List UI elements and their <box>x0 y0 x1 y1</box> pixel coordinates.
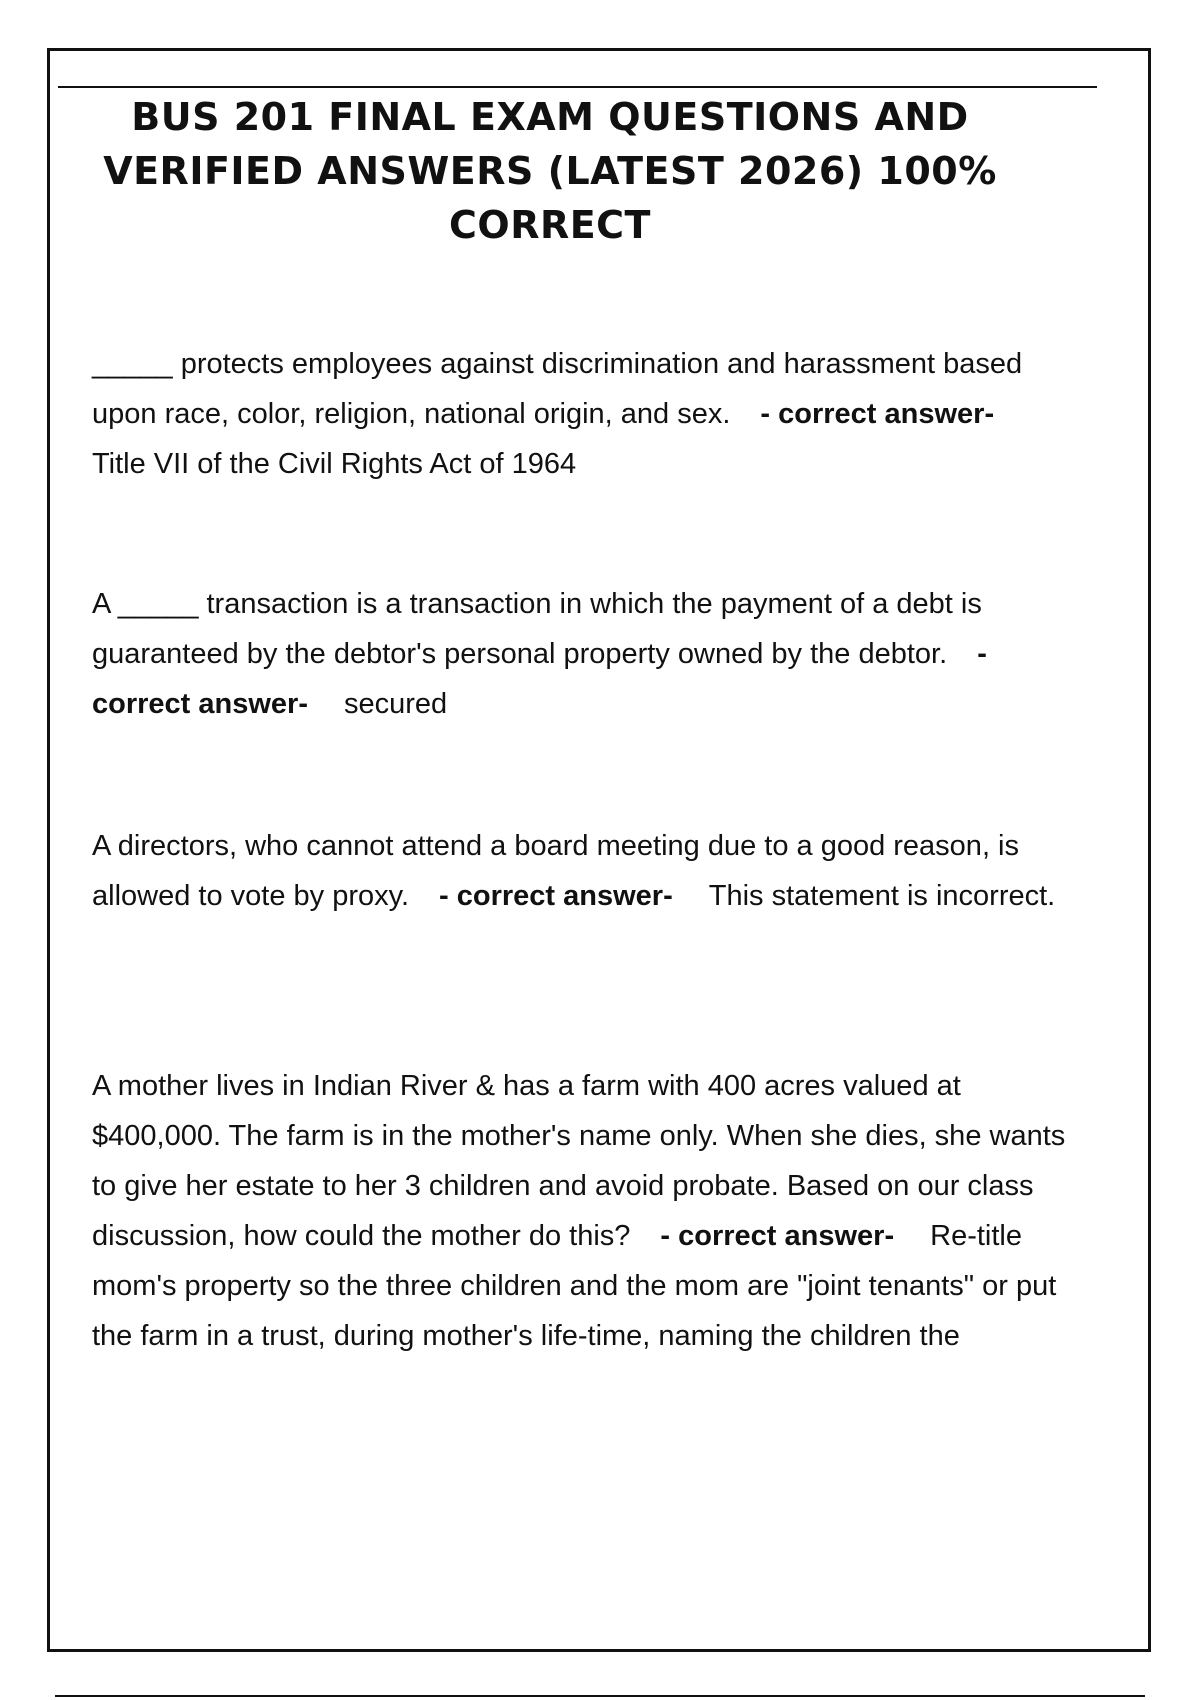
qa-item <box>92 1061 1072 1361</box>
qa-item <box>92 579 1072 729</box>
document-title: BUS 201 FINAL EXAM QUESTIONS AND VERIFIED ANSWERS (LATEST 2026) 100% CORRECT <box>103 95 997 247</box>
answer-label: - correct answer- <box>439 880 673 912</box>
question-text: A _____ transaction is a transaction in which the payment of a debt is guaranteed by the debtor's personal property owned by the debtor. <box>92 588 982 670</box>
footer-rule <box>55 1695 1145 1697</box>
answer-text: Title VII of the Civil Rights Act of 1964 <box>92 448 577 480</box>
answer-text: This statement is incorrect. <box>708 880 1056 912</box>
header-rule <box>58 86 1097 88</box>
question-text: A mother lives in Indian River & has a farm with 400 acres valued at $400,000. The farm is in the mother's name only. When she dies, she wants to give her estate to her 3 children and avoid probate. Based on our class discussion, how could the mother do this? <box>92 1070 1066 1252</box>
qa-item <box>92 821 1072 921</box>
answer-text: secured <box>344 688 448 720</box>
question-text: _____ protects employees against discrimination and harassment based upon race, color, religion, national origin, and sex. <box>92 348 1023 430</box>
answer-label: - correct answer- <box>92 638 987 720</box>
answer-label: - correct answer- <box>760 398 995 430</box>
answer-label: - correct answer- <box>660 1220 895 1252</box>
answer-text: Re-title mom's property so the three children and the mom are "joint tenants" or put the farm in a trust, during mother's life-time, naming the children the <box>92 1220 1057 1352</box>
question-text: A directors, who cannot attend a board meeting due to a good reason, is allowed to vote by proxy. <box>92 830 1019 912</box>
qa-item <box>92 339 1072 489</box>
